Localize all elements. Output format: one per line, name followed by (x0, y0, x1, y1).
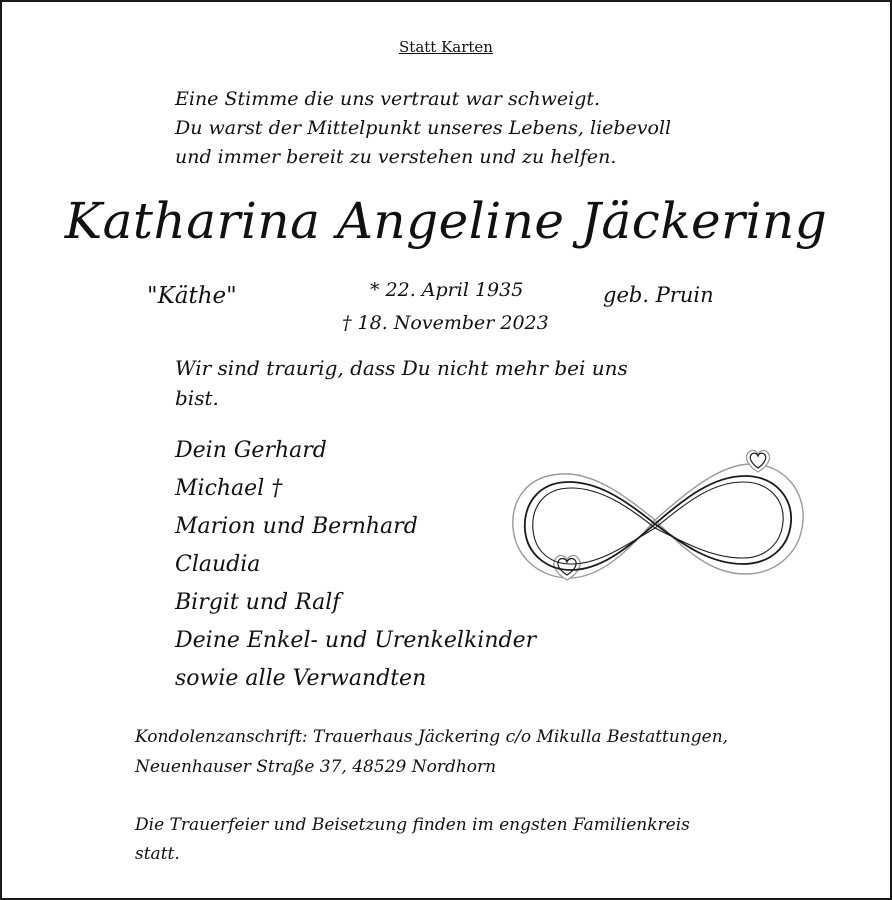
condolence-line-1: Kondolenzanschrift: Trauerhaus Jäckering c/o Mikulla Bestattungen, (135, 727, 729, 747)
service-line-1: Die Trauerfeier und Beisetzung finden im engsten Familienkreis (135, 815, 690, 835)
deceased-name: Katharina Angeline Jäckering (64, 192, 828, 250)
heading: Statt Karten (399, 38, 493, 56)
maiden-name: geb. Pruin (603, 283, 714, 307)
death-date: † 18. November 2023 (342, 312, 549, 334)
verse-line-2: Du warst der Mittelpunkt unseres Lebens, liebevoll (175, 117, 672, 139)
birth-date: * 22. April 1935 (370, 279, 524, 301)
mourner-7: sowie alle Verwandten (175, 666, 427, 691)
service-line-2: statt. (135, 844, 180, 864)
mourner-1: Dein Gerhard (175, 438, 327, 463)
sadness-line-1: Wir sind traurig, dass Du nicht mehr bei uns (175, 356, 628, 380)
sadness-line-2: bist. (175, 386, 219, 410)
infinity-hearts-icon (505, 442, 810, 592)
mourner-3: Marion und Bernhard (175, 514, 418, 539)
mourner-4: Claudia (175, 552, 261, 577)
mourner-2: Michael † (175, 476, 283, 501)
nickname: "Käthe" (147, 283, 237, 309)
mourner-6: Deine Enkel- und Urenkelkinder (175, 628, 537, 653)
verse-line-3: und immer bereit zu verstehen und zu helfen. (175, 146, 617, 168)
verse-line-1: Eine Stimme die uns vertraut war schweigt. (175, 88, 601, 110)
mourner-5: Birgit und Ralf (175, 590, 341, 615)
condolence-line-2: Neuenhauser Straße 37, 48529 Nordhorn (135, 757, 497, 777)
